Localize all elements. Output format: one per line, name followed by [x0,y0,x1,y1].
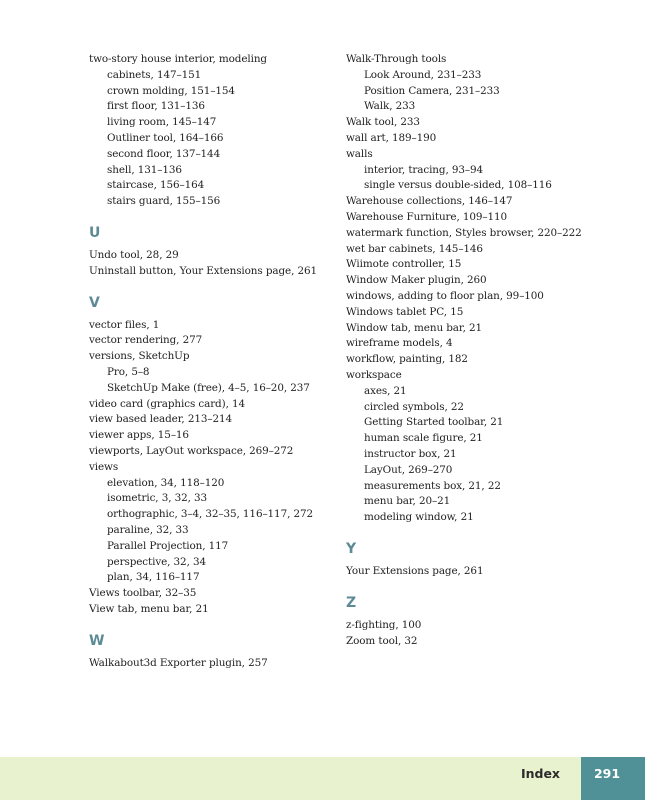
index-entry: View tab, menu bar, 21 [89,602,209,615]
index-entry: Walkabout3d Exporter plugin, 257 [89,656,268,669]
index-subentry: isometric, 3, 32, 33 [107,492,208,505]
entry-block [89,656,329,672]
letter-heading-u: U [89,224,101,241]
index-subentry: Position Camera, 231–233 [364,84,500,97]
index-subentry: paraline, 32, 33 [107,523,189,536]
index-subentry: instructor box, 21 [364,447,457,460]
section-label: Index [520,766,560,781]
index-subentry: stairs guard, 155–156 [107,195,221,208]
letter-heading-w: W [89,632,105,649]
index-subentry: modeling window, 21 [364,511,474,524]
index-entry: windows, adding to floor plan, 99–100 [346,289,544,302]
letter-heading-y: Y [346,540,357,557]
index-subentry: elevation, 34, 118–120 [107,476,225,489]
index-subentry: shell, 131–136 [107,163,182,176]
index-subentry: Pro, 5–8 [107,365,150,378]
letter-heading-z: Z [346,594,357,611]
entry-block [89,318,329,618]
index-subentry: Look Around, 231–233 [364,68,482,81]
index-subentry: single versus double-sided, 108–116 [364,179,552,192]
index-entry: Views toolbar, 32–35 [89,587,197,600]
index-subentry: orthographic, 3–4, 32–35, 116–117, 272 [107,508,314,521]
index-subentry: Walk, 233 [364,100,416,113]
index-entry: Wiimote controller, 15 [346,258,462,271]
entry-block [346,52,636,526]
index-entry: vector rendering, 277 [89,334,203,347]
index-entry: Windows tablet PC, 15 [346,305,464,318]
index-entry: Your Extensions page, 261 [346,564,484,577]
index-entry: watermark function, Styles browser, 220–222 [346,226,582,239]
index-entry: walls [346,147,373,160]
index-subentry: axes, 21 [364,384,407,397]
index-subentry: staircase, 156–164 [107,179,205,192]
index-subentry: Outliner tool, 164–166 [107,131,224,144]
index-column-right [346,52,636,649]
index-subentry: human scale figure, 21 [364,432,483,445]
index-entry: Walk-Through tools [346,53,447,65]
index-entry: z-fighting, 100 [346,618,422,631]
index-subentry: interior, tracing, 93–94 [364,163,483,176]
letter-heading-v: V [89,294,100,311]
index-entry: vector files, 1 [89,318,160,331]
entry-block [346,564,636,580]
index-entry: two-story house interior, modeling [89,53,267,65]
index-entry: Window tab, menu bar, 21 [346,321,483,334]
index-entry: Window Maker plugin, 260 [346,274,487,287]
index-entry: view based leader, 213–214 [89,413,232,426]
index-subentry: LayOut, 269–270 [364,463,453,476]
page-number-box [581,757,645,800]
index-entry: Warehouse Furniture, 109–110 [346,210,508,223]
index-entry: Zoom tool, 32 [346,634,418,647]
index-subentry: second floor, 137–144 [107,147,221,160]
entry-block [346,618,636,650]
entry-block [89,248,329,280]
index-subentry: measurements box, 21, 22 [364,479,501,492]
page-footer [0,757,645,800]
index-entry: viewer apps, 15–16 [89,429,189,442]
index-subentry: crown molding, 151–154 [107,84,235,97]
index-entry: wireframe models, 4 [346,337,453,350]
index-entry: Uninstall button, Your Extensions page, 261 [89,264,318,277]
index-entry: viewports, LayOut workspace, 269–272 [89,444,294,457]
index-entry: Undo tool, 28, 29 [89,248,179,261]
index-subentry: circled symbols, 22 [364,400,464,413]
index-entry: wet bar cabinets, 145–146 [346,242,483,255]
index-entry: Walk tool, 233 [346,116,420,129]
index-column-left [89,52,329,672]
index-entry: workspace [346,368,402,381]
index-entry: versions, SketchUp [89,350,190,363]
entry-block [89,52,329,210]
index-entry: views [89,460,119,473]
index-subentry: Getting Started toolbar, 21 [364,416,504,429]
index-subentry: SketchUp Make (free), 4–5, 16–20, 237 [107,381,310,394]
index-entry: workflow, painting, 182 [346,353,468,366]
page-number: 291 [593,766,621,781]
index-subentry: plan, 34, 116–117 [107,571,200,584]
index-subentry: menu bar, 20–21 [364,495,451,508]
index-entry: Warehouse collections, 146–147 [346,195,513,208]
index-subentry: perspective, 32, 34 [107,555,206,568]
index-subentry: first floor, 131–136 [107,100,205,113]
index-subentry: Parallel Projection, 117 [107,539,229,552]
index-subentry: cabinets, 147–151 [107,68,202,81]
index-entry: wall art, 189–190 [346,131,437,144]
index-entry: video card (graphics card), 14 [89,397,245,410]
index-subentry: living room, 145–147 [107,116,217,129]
